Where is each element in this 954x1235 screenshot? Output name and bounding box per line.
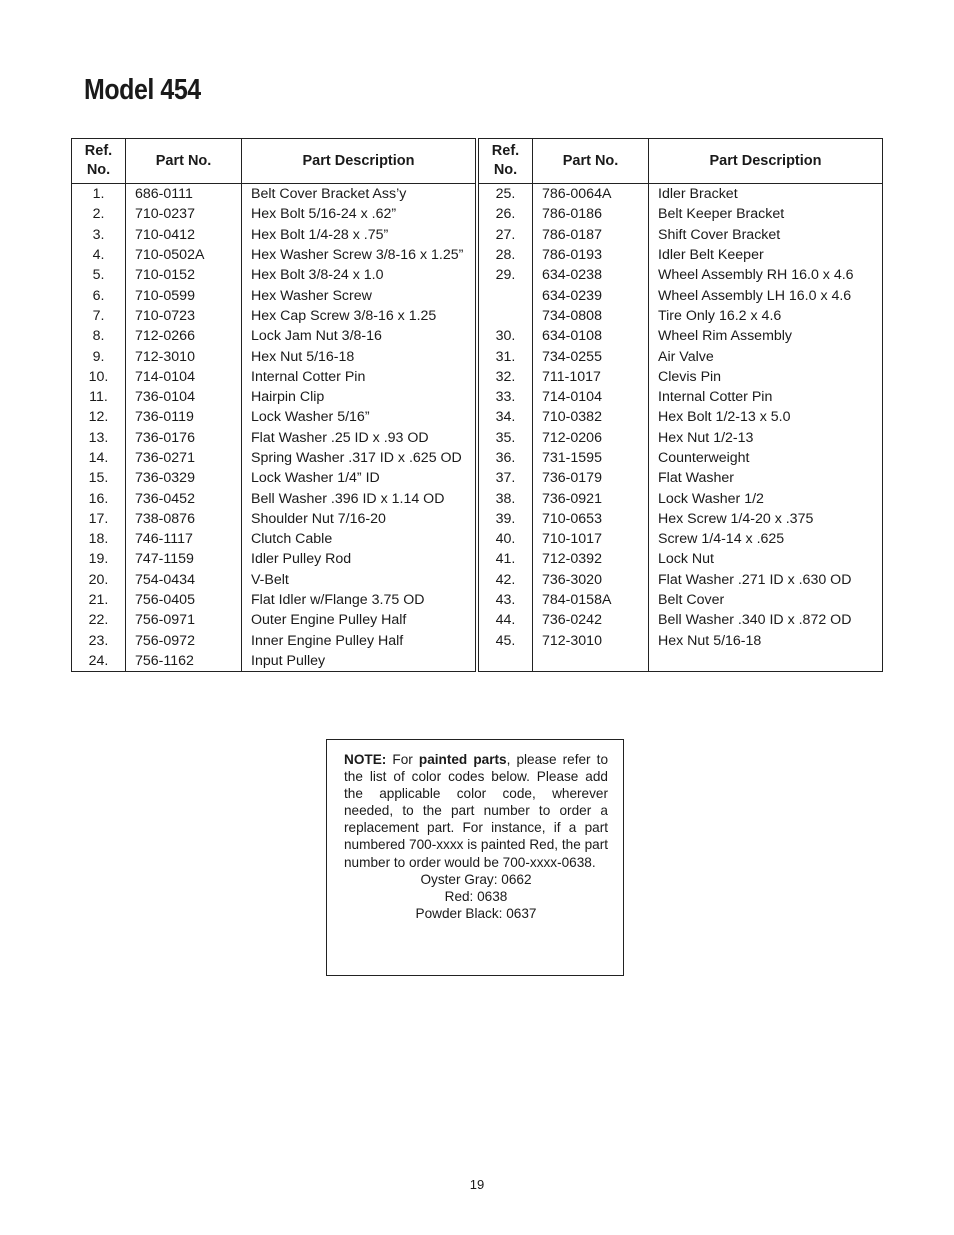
part-description: Shift Cover Bracket <box>649 225 883 245</box>
part-number: 710-0382 <box>533 407 649 427</box>
table-row <box>479 488 883 508</box>
part-description: Hex Bolt 3/8-24 x 1.0 <box>242 265 476 285</box>
part-description: Idler Bracket <box>649 184 883 205</box>
part-description: Hex Screw 1/4-20 x .375 <box>649 509 883 529</box>
table-row <box>479 631 883 651</box>
table-row <box>479 225 883 245</box>
part-description: Screw 1/4-14 x .625 <box>649 529 883 549</box>
part-number: 754-0434 <box>126 570 242 590</box>
table-row <box>72 590 476 610</box>
part-number: 736-0921 <box>533 488 649 508</box>
ref-number: 39. <box>479 509 533 529</box>
ref-number: 6. <box>72 285 126 305</box>
part-description: Hex Washer Screw <box>242 285 476 305</box>
ref-number: 13. <box>72 428 126 448</box>
part-number: 736-0179 <box>533 468 649 488</box>
part-description: Tire Only 16.2 x 4.6 <box>649 306 883 326</box>
table-row <box>479 529 883 549</box>
ref-number: 24. <box>72 651 126 672</box>
table-row <box>479 387 883 407</box>
part-number: 786-0187 <box>533 225 649 245</box>
part-number: 734-0808 <box>533 306 649 326</box>
part-number: 786-0064A <box>533 184 649 205</box>
color-code: Oyster Gray: 0662 <box>420 871 532 887</box>
ref-number: 23. <box>72 631 126 651</box>
ref-number: 2. <box>72 204 126 224</box>
table-row <box>479 509 883 529</box>
part-number: 786-0193 <box>533 245 649 265</box>
part-description: Flat Washer .271 ID x .630 OD <box>649 570 883 590</box>
part-number: 756-0972 <box>126 631 242 651</box>
ref-number: 45. <box>479 631 533 651</box>
part-description: Air Valve <box>649 346 883 366</box>
part-number: 736-0176 <box>126 428 242 448</box>
table-row <box>72 265 476 285</box>
part-number: 634-0108 <box>533 326 649 346</box>
table-row <box>479 590 883 610</box>
part-description: Hex Nut 1/2-13 <box>649 428 883 448</box>
ref-number: 21. <box>72 590 126 610</box>
part-description: Bell Washer .396 ID x 1.14 OD <box>242 488 476 508</box>
ref-number: 22. <box>72 610 126 630</box>
note-text: NOTE: For painted parts, please refer to the list of color codes below. Please add the applicable color code, wherever needed, to the part number to order a replacement part. For instance, if a part numbered 700-xxxx is painted Red, the part number to order would be 700-xxxx-0638. <box>344 752 608 870</box>
header-part-no: Part No. <box>533 139 649 184</box>
table-row <box>479 265 883 285</box>
ref-number: 38. <box>479 488 533 508</box>
part-description: Belt Cover <box>649 590 883 610</box>
parts-table-left <box>71 138 476 672</box>
part-description: Lock Washer 1/4” ID <box>242 468 476 488</box>
table-header-row <box>72 139 476 184</box>
table-row <box>479 468 883 488</box>
ref-number: 31. <box>479 346 533 366</box>
part-number: 710-0599 <box>126 285 242 305</box>
ref-number: 35. <box>479 428 533 448</box>
ref-number: 36. <box>479 448 533 468</box>
ref-number: 7. <box>72 306 126 326</box>
table-row <box>72 306 476 326</box>
part-number: 756-0971 <box>126 610 242 630</box>
table-header-row <box>479 139 883 184</box>
part-description: Inner Engine Pulley Half <box>242 631 476 651</box>
part-number: 736-0329 <box>126 468 242 488</box>
table-row <box>479 570 883 590</box>
part-number: 756-0405 <box>126 590 242 610</box>
ref-number: 17. <box>72 509 126 529</box>
table-row <box>479 306 883 326</box>
ref-number: 42. <box>479 570 533 590</box>
part-number: 786-0186 <box>533 204 649 224</box>
part-description: Wheel Assembly RH 16.0 x 4.6 <box>649 265 883 285</box>
table-row <box>72 549 476 569</box>
table-row <box>479 367 883 387</box>
part-description <box>649 651 883 672</box>
table-row <box>72 407 476 427</box>
part-description: Input Pulley <box>242 651 476 672</box>
part-description: Wheel Assembly LH 16.0 x 4.6 <box>649 285 883 305</box>
ref-number: 32. <box>479 367 533 387</box>
header-ref-no: Ref. No. <box>479 139 533 184</box>
table-row <box>72 326 476 346</box>
header-ref-no: Ref. No. <box>72 139 126 184</box>
table-row <box>479 204 883 224</box>
part-description: Hex Nut 5/16-18 <box>649 631 883 651</box>
header-part-no: Part No. <box>126 139 242 184</box>
part-number: 712-0392 <box>533 549 649 569</box>
ref-number: 19. <box>72 549 126 569</box>
ref-number: 34. <box>479 407 533 427</box>
part-number: 710-0152 <box>126 265 242 285</box>
table-row <box>72 570 476 590</box>
table-row <box>479 448 883 468</box>
ref-number: 12. <box>72 407 126 427</box>
part-description: Lock Washer 5/16” <box>242 407 476 427</box>
table-row <box>479 428 883 448</box>
part-description: Internal Cotter Pin <box>242 367 476 387</box>
part-number: 746-1117 <box>126 529 242 549</box>
page-title: Model 454 <box>84 74 201 106</box>
ref-number: 25. <box>479 184 533 205</box>
note-bold: painted parts <box>418 752 507 767</box>
table-row <box>72 509 476 529</box>
part-description: Internal Cotter Pin <box>649 387 883 407</box>
part-description: Hex Bolt 1/4-28 x .75” <box>242 225 476 245</box>
ref-number: 5. <box>72 265 126 285</box>
ref-number: 8. <box>72 326 126 346</box>
ref-number: 43. <box>479 590 533 610</box>
part-number: 738-0876 <box>126 509 242 529</box>
part-description: Hairpin Clip <box>242 387 476 407</box>
table-row <box>72 367 476 387</box>
table-row <box>72 529 476 549</box>
ref-number <box>479 285 533 305</box>
part-number: 714-0104 <box>533 387 649 407</box>
ref-number: 14. <box>72 448 126 468</box>
part-number: 710-0723 <box>126 306 242 326</box>
ref-number: 33. <box>479 387 533 407</box>
part-description: Clevis Pin <box>649 367 883 387</box>
page-number: 19 <box>469 1177 485 1192</box>
part-number <box>533 651 649 672</box>
part-number: 710-0502A <box>126 245 242 265</box>
part-number: 731-1595 <box>533 448 649 468</box>
part-number: 712-3010 <box>533 631 649 651</box>
part-description: Idler Belt Keeper <box>649 245 883 265</box>
table-row <box>72 448 476 468</box>
part-number: 736-0452 <box>126 488 242 508</box>
ref-number: 3. <box>72 225 126 245</box>
header-part-description: Part Description <box>242 139 476 184</box>
color-code: Powder Black: 0637 <box>415 905 537 921</box>
part-number: 747-1159 <box>126 549 242 569</box>
part-number: 686-0111 <box>126 184 242 205</box>
part-description: Hex Cap Screw 3/8-16 x 1.25 <box>242 306 476 326</box>
table-row <box>72 245 476 265</box>
part-number: 736-0242 <box>533 610 649 630</box>
ref-number: 10. <box>72 367 126 387</box>
part-number: 710-0412 <box>126 225 242 245</box>
ref-number: 4. <box>72 245 126 265</box>
ref-number: 30. <box>479 326 533 346</box>
part-description: Belt Keeper Bracket <box>649 204 883 224</box>
table-row <box>72 346 476 366</box>
part-number: 756-1162 <box>126 651 242 672</box>
table-row <box>72 184 476 205</box>
table-row <box>479 346 883 366</box>
ref-number: 15. <box>72 468 126 488</box>
table-row <box>479 610 883 630</box>
ref-number: 16. <box>72 488 126 508</box>
part-description: Lock Washer 1/2 <box>649 488 883 508</box>
note-label: NOTE: <box>344 752 387 767</box>
table-row <box>72 610 476 630</box>
part-description: Hex Bolt 1/2-13 x 5.0 <box>649 407 883 427</box>
part-number: 712-0206 <box>533 428 649 448</box>
part-description: Spring Washer .317 ID x .625 OD <box>242 448 476 468</box>
ref-number: 29. <box>479 265 533 285</box>
part-number: 736-0271 <box>126 448 242 468</box>
part-description: Clutch Cable <box>242 529 476 549</box>
part-number: 634-0239 <box>533 285 649 305</box>
part-number: 784-0158A <box>533 590 649 610</box>
part-description: Shoulder Nut 7/16-20 <box>242 509 476 529</box>
ref-number: 41. <box>479 549 533 569</box>
ref-number: 44. <box>479 610 533 630</box>
part-number: 736-3020 <box>533 570 649 590</box>
part-number: 711-1017 <box>533 367 649 387</box>
table-row <box>72 225 476 245</box>
part-number: 736-0104 <box>126 387 242 407</box>
part-number: 710-0237 <box>126 204 242 224</box>
part-description: Outer Engine Pulley Half <box>242 610 476 630</box>
part-number: 734-0255 <box>533 346 649 366</box>
ref-number: 1. <box>72 184 126 205</box>
color-code: Red: 0638 <box>444 888 508 904</box>
table-row <box>479 549 883 569</box>
ref-number: 18. <box>72 529 126 549</box>
table-row <box>479 326 883 346</box>
table-row <box>479 245 883 265</box>
table-row <box>72 651 476 672</box>
ref-number: 37. <box>479 468 533 488</box>
part-description: Belt Cover Bracket Ass’y <box>242 184 476 205</box>
part-number: 712-3010 <box>126 346 242 366</box>
part-description: Hex Washer Screw 3/8-16 x 1.25” <box>242 245 476 265</box>
part-number: 710-1017 <box>533 529 649 549</box>
part-description: Hex Bolt 5/16-24 x .62” <box>242 204 476 224</box>
ref-number: 28. <box>479 245 533 265</box>
part-description: Wheel Rim Assembly <box>649 326 883 346</box>
part-description: Flat Idler w/Flange 3.75 OD <box>242 590 476 610</box>
ref-number: 9. <box>72 346 126 366</box>
part-number: 714-0104 <box>126 367 242 387</box>
color-codes <box>344 871 608 922</box>
table-row <box>72 285 476 305</box>
part-description: Lock Jam Nut 3/8-16 <box>242 326 476 346</box>
table-row <box>479 651 883 672</box>
table-row <box>72 488 476 508</box>
table-row <box>72 204 476 224</box>
ref-number: 26. <box>479 204 533 224</box>
ref-number <box>479 306 533 326</box>
parts-table-right <box>478 138 883 672</box>
part-description: Bell Washer .340 ID x .872 OD <box>649 610 883 630</box>
table-row <box>72 387 476 407</box>
painted-parts-note <box>326 739 624 976</box>
table-row <box>72 468 476 488</box>
header-part-description: Part Description <box>649 139 883 184</box>
ref-number: 11. <box>72 387 126 407</box>
ref-number <box>479 651 533 672</box>
part-description: Counterweight <box>649 448 883 468</box>
part-description: V-Belt <box>242 570 476 590</box>
part-description: Hex Nut 5/16-18 <box>242 346 476 366</box>
ref-number: 27. <box>479 225 533 245</box>
part-number: 710-0653 <box>533 509 649 529</box>
table-row <box>479 285 883 305</box>
table-row <box>479 184 883 205</box>
part-description: Flat Washer <box>649 468 883 488</box>
part-number: 712-0266 <box>126 326 242 346</box>
table-row <box>479 407 883 427</box>
ref-number: 20. <box>72 570 126 590</box>
part-description: Flat Washer .25 ID x .93 OD <box>242 428 476 448</box>
part-description: Idler Pulley Rod <box>242 549 476 569</box>
ref-number: 40. <box>479 529 533 549</box>
table-row <box>72 428 476 448</box>
part-number: 736-0119 <box>126 407 242 427</box>
table-row <box>72 631 476 651</box>
part-description: Lock Nut <box>649 549 883 569</box>
part-number: 634-0238 <box>533 265 649 285</box>
